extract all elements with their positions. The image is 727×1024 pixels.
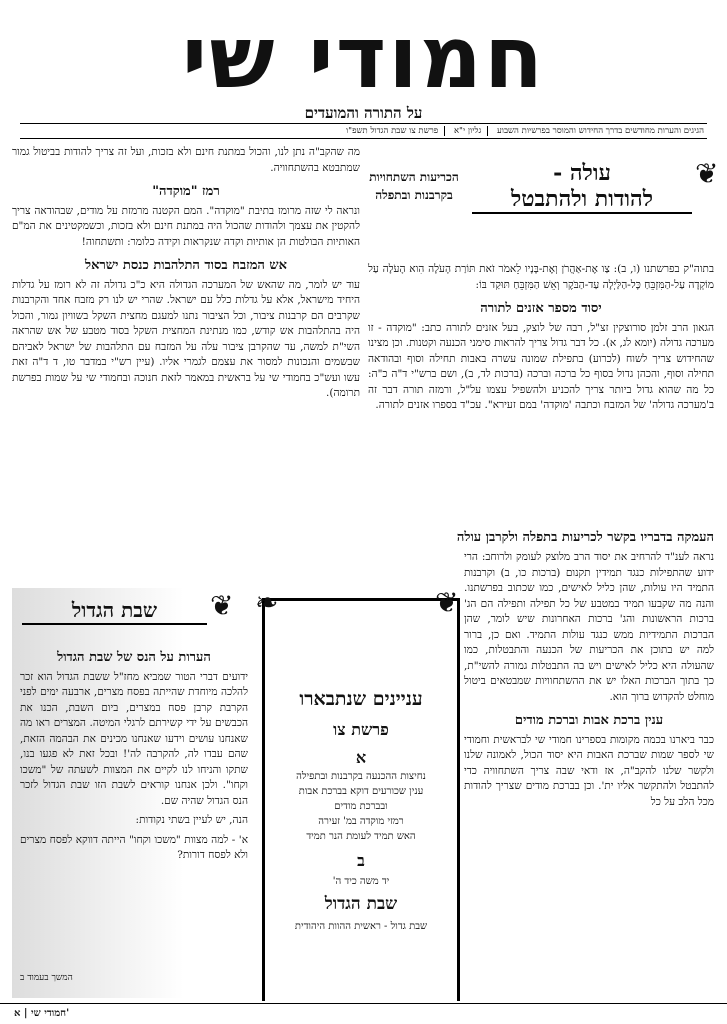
flourish-icon: ❧ <box>255 586 279 619</box>
article-intro: בתוה"ק בפרשתנו (ו, ב): צַו אֶת-אַהֲרֹן וְאֶת-בָּנָיו לֵאמֹר זֹאת תּוֹרַת הָעֹלָה הִוא הָעֹלָה עַל מוֹקְדָה עַל-הַמִּזְבֵּחַ כָּל-הַלַּיְלָה עַד-הַבֹּקֶר וְאֵשׁ הַמִּזְבֵּחַ תּוּקַד בּוֹ: <box>368 263 714 291</box>
article-paragraph: מה שהקב"ה נתן לנו, והכול במתנת חינם ולא בזכות, ועל זה צריך להודות בביטול גמור שמתבטא בהשתחוויה. <box>12 146 360 174</box>
article-right-column <box>368 262 714 414</box>
box-body <box>20 642 248 864</box>
section-heading: יסוד מספר אזנים לתורה <box>480 301 602 316</box>
section-heading: הערות על הנס של שבת הגדול <box>57 650 211 665</box>
flourish-icon: ❦ <box>695 157 719 190</box>
masthead: חמודי שי <box>181 8 546 108</box>
contents-title: עניינים שנתבארו <box>299 688 423 710</box>
contents-item: רמזי מוקדה במ' זעירה <box>318 816 404 827</box>
info-bar <box>20 123 707 139</box>
info-parsha: פרשת צו שבת הגדול תשפ"ו <box>346 126 439 136</box>
flourish-icon: ❦ <box>210 589 234 622</box>
article-paragraph: כבר ביארנו בכמה מקומות בספרינו חמודי שי לבראשית וחמודי שי לספר שמות שברכת האבות היא יסוד הכול, לאמונה שלנו ולקשר שלנו להקב"ה, אז ודאי שבה צריך השתחוויה כדי להתבטל ולהתקשר אליו ית'. וכן בברכת מודים שצריך להודות מכל הלב על כל <box>464 733 714 808</box>
section-heading: אש המזבח בסוד התלהבות כנסת ישראל <box>84 258 287 273</box>
contents-box <box>255 586 460 1001</box>
section-heading: העמקה בדבריו בקשר לכריעות בתפלה ולקרבן עולה <box>456 530 714 545</box>
article-left-column <box>12 145 360 402</box>
footer <box>0 1003 727 1019</box>
contents-item: ענין שכורעים דוקא בברכת אבות <box>298 786 424 797</box>
contents-letter: ב <box>357 851 365 870</box>
article-right-column-2 <box>368 522 714 550</box>
contents-item: יד משה כיד ה' <box>332 876 390 887</box>
section-heading: רמז "מוקדה" <box>152 184 220 199</box>
contents-item: נחיצות ההכנעה בקרבנות ובתפילה <box>296 771 426 782</box>
article-title <box>472 160 692 214</box>
article-side-note: הכריעות השתחויות בקרבנות ובתפלה <box>369 170 459 202</box>
contents-item: ובברכת מודים <box>334 801 388 812</box>
continued-note: המשך בעמוד ב <box>20 973 73 983</box>
box-title: שבת הגדול <box>22 598 207 625</box>
article-title-line1: עולה - <box>553 160 611 186</box>
article-paragraph: ונראה לי שזה מרומז בתיבת "מוקדה". המם הקטנה מרמזת על מודים, שבהודאה צריך להקטין את עצמך ולהודות שהכול היה במתנת חינם ולא בזכות, וכשמקטינים את המ"ם האותיות הבולטות הן אותיות וקדה שנקראות וקידה כלומר: ותשתחוה! <box>12 204 360 248</box>
contents-item: שבת גדול - ראשית ההוות היהודית <box>294 921 428 932</box>
info-description: הגיגים והערות מחודשים בדרך החידוש והמוסר בפרשיות השבוע <box>496 126 704 136</box>
contents-body <box>269 685 453 934</box>
footer-page: א' <box>14 1008 70 1019</box>
article-right-column-3 <box>464 550 714 810</box>
section-heading: ענין ברכת אבות וברכת מודים <box>514 713 664 728</box>
contents-item: האש תמיד לעומת הנר תמיד <box>306 831 416 842</box>
shabbat-hagadol-box <box>12 588 257 998</box>
box-paragraph: ידועים דברי הטור שמביא מחז"ל ששבת הגדול הוא זכר להלכה מיוחדת שהייתה בפסח מצרים, ארבעה ימים לפני הקרבת קרבן פסח במצרים, ביום השבת, הכנו את הכבשים על ידי קשירתם לרגלי המיטה. המצרים ראו מה שאנחנו עושים וידעו שאנחנו מכינים את הבהמה הזאת, שהם עבדו לה, להקרבה לה'! ובכל זאת לא פגעו בנו, שתקו והניחו לנו לקיים את המצוות לשעתה של "משכו וקחו". ולכן אנחנו קוראים לשבת הזו שבת הגדול לזכר הנס הגדול שהיה שם. <box>20 670 248 807</box>
box-paragraph: א' - למה מצוות "משכו וקחו" הייתה דווקא לפסח מצרים ולא לפסח דורות? <box>20 833 248 861</box>
flourish-icon: ❦ <box>435 586 459 619</box>
article-paragraph: הגאון הרב זלמן סורוצקין זצ"ל, רבה של לוצק, בעל אזנים לתורה כתב: "מוקדה - זו מערכה גדולה (יומא לג, א). כל דבר גדול צריך להראות סימני הכנעה וקטנות. וכן מצינו שהחידוש צריך לשוח (לכרוע) בתפילת שמונה עשרה באבות תחילה וסוף ובהודאה תחילה וסוף, והכהן גדול בסוף כל ברכה וברכה (ברכות לד, ב), ושם ברש"י ד"ה כ"ה: כל מה שהוא גדול ביותר צריך להכניע ולהשפיל עצמו על"ל, ורמזה תורה דבר זה ב'מערכה גדולה' של המזבח וכתבה 'מוקדה' במם זעירא". עכ"ד בספרו אזנים לתורה. <box>368 321 714 411</box>
info-issue: גליון י"א <box>453 126 482 136</box>
article-paragraph: עוד יש לומר, מה שהאש של המערכה הגדולה היא כ"כ גדולה זה לא רומז על גדלות היחיד מישראל, אלא על גדלות כלל עם ישראל. שהרי יש לנו רק מזבח אחד והקרבנות שקרבים הם קרבנות ציבור, וכל הציבור נתנו למעגם מחצית השקל בשוויון גמור, והכול היה בהתלהבות אש קודש, כמו מנתינת המחצית השקל בסוד מטבע של אש שהראה השי"ת למשה, עד שהקרבן ציבור עלה על המזבח עם התלהבות של ישראל לאביהם שבשמים והנכונות למסור את עצמם לגמרי אליו. (עיין רש"י במדבר טו, ד ד"ה זאת עשו ועש"כ בחמודי שי על בראשית במאמר לזאת חנוכה ובחמודי שי על שמות בפרשת תרומה). <box>12 278 360 399</box>
contents-letter: א <box>355 748 367 767</box>
subtitle: על התורה והמועדים <box>304 104 423 122</box>
footer-name: חמודי שי <box>31 1008 67 1019</box>
contents-gadol: שבת הגדול <box>324 894 398 914</box>
article-title-line2: להודות ולהתבטל <box>472 186 692 214</box>
box-paragraph: הנה, יש לעיין בשתי נקודות: <box>135 814 248 826</box>
contents-parsha: פרשת צו <box>333 720 389 739</box>
footer-label: חמודי שי | א' <box>14 1008 70 1019</box>
article-paragraph: נראה לענ"ד להרחיב את יסוד הרב מלוצק לעומק ולרוחב: הרי ידוע שהתפילות כנגד תמידין תקנום (ברכות כו, ב) וקרבנות התמיד היו עולות, שהן כליל לאישים, כמו שכתוב בפרשתנו. והנה מה שקבעו תמיד במטבע של כל תפילה ותפילה הם הג' ברכות הראשונות והג' ברכות האחרונות שיש לומר, שהן הברכות התמידיות ממש כנגד עולות התמיד. ואם כן, ברור למה יש בתוכן את הכריעות של הכנעה והתבטלות, כמו שהעולה היא כליל לאישים ויש בה התבטלות גמורה להשי"ת, כך בתוך הברכות האלו יש את ההשתחוויות שמבטאים ביטול מוחלט להקדוש ברוך הוא. <box>464 551 714 703</box>
